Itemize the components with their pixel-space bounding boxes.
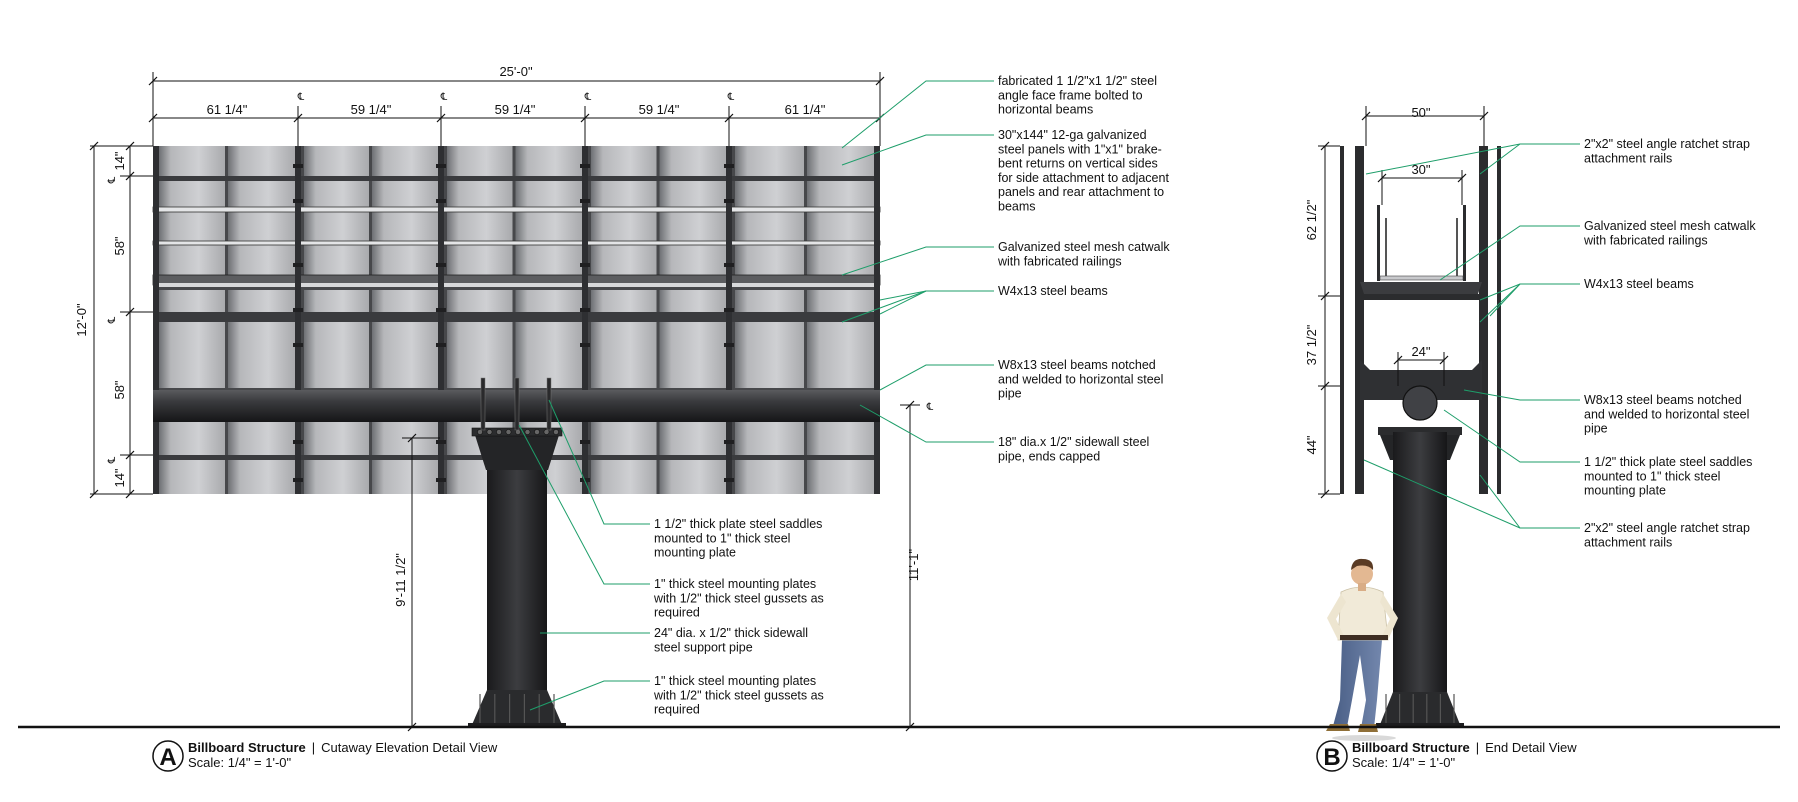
callout-w8-beams: and welded to horizontal steel (1584, 407, 1750, 422)
bay-dim-4: 59 1/4" (638, 102, 680, 117)
centerline-mark: ℄ (107, 456, 118, 464)
centerline-mark: ℄ (297, 92, 305, 103)
centerline-mark: ℄ (584, 92, 592, 103)
ground-to-centerline-dim: 11'-1" (906, 548, 921, 582)
end-row-dim-1: 62 1/2" (1304, 199, 1319, 241)
callout-plates-top: required (654, 605, 700, 620)
row-dim-1: 14" (112, 151, 127, 171)
callout-pipe-18: pipe, ends capped (998, 449, 1101, 464)
callout-pipe-18: 18" dia.x 1/2" sidewall steel (998, 435, 1150, 449)
callout-support-pipe: steel support pipe (654, 640, 753, 655)
callout-w4-beams: W4x13 steel beams (1584, 277, 1694, 291)
callout-support-pipe: 24" dia. x 1/2" thick sidewall (654, 626, 809, 640)
ground-to-pipe-dim: 9'-11 1/2" (393, 553, 408, 607)
callout-panels: panels and rear attachment to (998, 185, 1165, 200)
centerline-mark: ℄ (107, 316, 118, 324)
callout-saddles: mounted to 1" thick steel (1584, 469, 1721, 484)
centerline-mark: ℄ (926, 402, 934, 413)
overall-width-dim: 25'-0" (499, 64, 533, 79)
view-marker-a: A (159, 744, 177, 771)
callout-panels: for side attachment to adjacent (998, 170, 1169, 185)
bay-dim-1: 61 1/4" (206, 102, 248, 117)
bay-dim-3: 59 1/4" (494, 102, 536, 117)
callout-panels: beams (998, 199, 1036, 214)
callout-w8-beams: pipe (1584, 421, 1608, 436)
base-mounting-plate (468, 690, 566, 728)
callout-plates-top: 1" thick steel mounting plates (654, 577, 817, 591)
view-title-a: Billboard Structure | Cutaway Elevation Detail View (188, 740, 498, 755)
view-title-b: Billboard Structure | End Detail View (1352, 740, 1577, 755)
callout-catwalk: with fabricated railings (998, 254, 1122, 269)
row-dim-2: 58" (112, 236, 127, 256)
callout-face-frame: fabricated 1 1/2"x1 1/2" steel (998, 74, 1157, 88)
end-catwalk (1377, 205, 1466, 281)
pipe-dia-dim: 24" (1411, 344, 1431, 359)
callout-plates-bottom: with 1/2" thick steel gussets as (654, 688, 824, 703)
callout-saddles: mounting plate (654, 545, 737, 560)
view-marker-b: B (1323, 744, 1341, 771)
callout-w8-beams: pipe (998, 386, 1022, 401)
centerline-mark: ℄ (727, 92, 735, 103)
view-scale-b: Scale: 1/4" = 1'-0" (1352, 755, 1456, 770)
callout-catwalk: Galvanized steel mesh catwalk (998, 240, 1170, 254)
callout-face-frame: angle face frame bolted to (998, 88, 1143, 103)
view-scale-a: Scale: 1/4" = 1'-0" (188, 755, 292, 770)
end-width-dim: 50" (1411, 105, 1431, 120)
title-block-a (153, 740, 498, 771)
overall-height-dim: 12'-0" (74, 303, 89, 337)
elevation-view (153, 146, 880, 728)
callout-rails-top: attachment rails (1584, 151, 1673, 166)
row-dim-4: 14" (112, 468, 127, 488)
centerline-mark: ℄ (440, 92, 448, 103)
callout-rails-bottom: 2"x2" steel angle ratchet strap (1584, 521, 1750, 535)
callout-face-frame: horizontal beams (998, 102, 1094, 117)
callout-w8-beams: W8x13 steel beams notched (1584, 393, 1742, 407)
callout-rails-top: 2"x2" steel angle ratchet strap (1584, 137, 1750, 151)
callout-panels: bent returns on vertical sides (998, 156, 1158, 171)
callout-plates-top: with 1/2" thick steel gussets as (654, 591, 824, 606)
callout-catwalk: Galvanized steel mesh catwalk (1584, 219, 1756, 233)
callout-plates-bottom: required (654, 702, 700, 717)
callout-panels: 30"x144" 12-ga galvanized (998, 128, 1147, 142)
row-dim-3: 58" (112, 380, 127, 400)
catwalk-width-dim: 30" (1411, 162, 1431, 177)
title-block-b (1317, 740, 1577, 771)
callout-plates-bottom: 1" thick steel mounting plates (654, 674, 817, 688)
callout-saddles: 1 1/2" thick plate steel saddles (654, 517, 823, 531)
callout-panels: steel panels with 1"x1" brake- (998, 142, 1162, 157)
callout-catwalk: with fabricated railings (1584, 233, 1708, 248)
bay-dim-2: 59 1/4" (350, 102, 392, 117)
callout-w8-beams: W8x13 steel beams notched (998, 358, 1156, 372)
callout-saddles: mounting plate (1584, 483, 1667, 498)
bay-dim-5: 61 1/4" (784, 102, 826, 117)
callout-rails-bottom: attachment rails (1584, 535, 1673, 550)
support-pipe-column (487, 432, 547, 727)
end-row-dim-3: 44" (1304, 435, 1319, 455)
callout-saddles: mounted to 1" thick steel (654, 531, 791, 546)
centerline-mark: ℄ (107, 176, 118, 184)
callout-saddles: 1 1/2" thick plate steel saddles (1584, 455, 1753, 469)
callout-w8-beams: and welded to horizontal steel (998, 372, 1164, 387)
callout-w4-beams: W4x13 steel beams (998, 284, 1108, 298)
end-row-dim-2: 37 1/2" (1304, 324, 1319, 366)
